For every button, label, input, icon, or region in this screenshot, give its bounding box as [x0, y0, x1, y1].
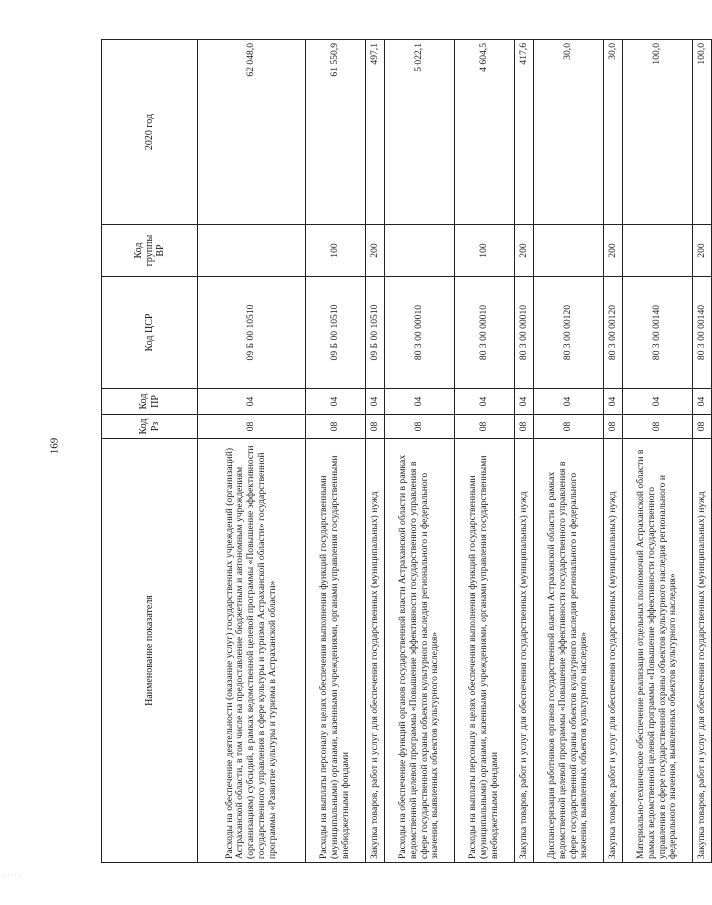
cell-csr: 80 3 00 00010: [385, 277, 455, 389]
table-row: [385, 40, 455, 863]
cell-amount: 100,0: [693, 40, 712, 225]
table-header-row: [102, 40, 198, 863]
cell-csr: 80 3 00 00010: [455, 277, 515, 389]
cell-pr: 04: [693, 389, 712, 415]
cell-rz: 08: [366, 415, 385, 439]
cell-rz: 08: [604, 415, 623, 439]
cell-pr: 04: [623, 389, 693, 415]
cell-rz: 08: [455, 415, 515, 439]
rotated-table-container: [101, 40, 707, 863]
cell-vr: 100: [306, 225, 366, 277]
cell-rz: 08: [198, 415, 306, 439]
cell-amount: 4 604,5: [455, 40, 515, 225]
cell-csr: 09 Б 00 10510: [306, 277, 366, 389]
cell-amount: 497,1: [366, 40, 385, 225]
cell-pr: 04: [515, 389, 534, 415]
table-row: [455, 40, 515, 863]
cell-rz: 08: [534, 415, 604, 439]
cell-vr: [623, 225, 693, 277]
cell-vr: 200: [604, 225, 623, 277]
cell-vr: 200: [366, 225, 385, 277]
cell-rz: 08: [623, 415, 693, 439]
cell-vr: [198, 225, 306, 277]
table-viewport: [101, 40, 707, 863]
header-rz: Код Рз: [102, 415, 198, 439]
cell-csr: 80 3 00 00010: [515, 277, 534, 389]
cell-pr: 04: [385, 389, 455, 415]
cell-csr: 09 Б 00 10510: [366, 277, 385, 389]
cell-vr: [534, 225, 604, 277]
cell-rz: 08: [306, 415, 366, 439]
budget-table: [101, 39, 712, 863]
cell-amount: 61 550,9: [306, 40, 366, 225]
cell-rz: 08: [385, 415, 455, 439]
header-vr: Код группы ВР: [102, 225, 198, 277]
cell-vr: 100: [455, 225, 515, 277]
cell-vr: 200: [693, 225, 712, 277]
cell-pr: 04: [455, 389, 515, 415]
table-row: [366, 40, 385, 863]
cell-pr: 04: [534, 389, 604, 415]
cell-amount: 417,6: [515, 40, 534, 225]
cell-amount: 30,0: [604, 40, 623, 225]
cell-amount: 62 048,0: [198, 40, 306, 225]
cell-rz: 08: [693, 415, 712, 439]
scan-artifact: ·····: [3, 872, 22, 879]
cell-csr: 80 3 00 00140: [693, 277, 712, 389]
cell-pr: 04: [366, 389, 385, 415]
cell-name: Расходы на выплаты персоналу в целях обеспечения выполнения функций государственными (муниципальными) органами, казенными учреждениями, органами управления государственными внебюджетными фондами: [455, 439, 515, 863]
table-row: [604, 40, 623, 863]
cell-name: Закупка товаров, работ и услуг для обеспечения государственных (муниципальных) нужд: [604, 439, 623, 863]
cell-vr: [385, 225, 455, 277]
cell-pr: 04: [604, 389, 623, 415]
header-year: 2020 год: [102, 40, 198, 225]
cell-amount: 5 022,1: [385, 40, 455, 225]
cell-amount: 100,0: [623, 40, 693, 225]
cell-pr: 04: [306, 389, 366, 415]
cell-rz: 08: [515, 415, 534, 439]
cell-amount: 30,0: [534, 40, 604, 225]
cell-vr: 200: [515, 225, 534, 277]
cell-name: Закупка товаров, работ и услуг для обеспечения государственных (муниципальных) нужд: [366, 439, 385, 863]
table-body: [198, 40, 712, 863]
header-pr: Код ПР: [102, 389, 198, 415]
cell-name: Закупка товаров, работ и услуг для обеспечения государственных (муниципальных) нужд: [693, 439, 712, 863]
cell-csr: 09 Б 00 10510: [198, 277, 306, 389]
cell-name: Материально-техническое обеспечение реализации отдельных полномочий Астраханской области в рамках ведомственной целевой программы «Повышение эффективности государственного управления в сфере государственной охраны объектов культурного наследия регионального и федерального значения, выявленных объектов культурного наследия»: [623, 439, 693, 863]
cell-name: Закупка товаров, работ и услуг для обеспечения государственных (муниципальных) нужд: [515, 439, 534, 863]
table-row: [515, 40, 534, 863]
cell-name: Расходы на обеспечение деятельности (оказание услуг) государственных учреждений (организаций) Астраханской области, в том числе на предоставление бюджетным и автономным учреждениям (организациям) субсидий, в рамках ведомственной целевой программы «Повышение эффективности государственного управления в сфере культуры и туризма Астраханской области» государственной программы «Развитие культуры и туризма в Астраханской области»: [198, 439, 306, 863]
cell-pr: 04: [198, 389, 306, 415]
table-row: [306, 40, 366, 863]
cell-name: Расходы на обеспечение функций органов государственной власти Астраханской области в рамках ведомственной целевой программы «Повышение эффективности государственного управления в сфере государственной охраны объектов культурного наследия регионального и федерального значения, выявленных объектов культурного наследия»: [385, 439, 455, 863]
header-name: Наименование показателя: [102, 439, 198, 863]
page-number: 169: [48, 437, 61, 455]
table-row: [534, 40, 604, 863]
cell-csr: 80 3 00 00140: [623, 277, 693, 389]
table-row: [623, 40, 693, 863]
cell-csr: 80 3 00 00120: [604, 277, 623, 389]
cell-name: Диспансеризация работников органов государственной власти Астраханской области в рамках ведомственной целевой программы «Повышение эффективности государственного управления в сфере государственной охраны объектов культурного наследия регионального и федерального значения, выявленных объектов культурного наследия»: [534, 439, 604, 863]
header-csr: Код ЦСР: [102, 277, 198, 389]
table-row: [693, 40, 712, 863]
cell-name: Расходы на выплаты персоналу в целях обеспечения выполнения функций государственными (муниципальными) органами, казенными учреждениями, органами управления государственными внебюджетными фондами: [306, 439, 366, 863]
table-row: [198, 40, 306, 863]
cell-csr: 80 3 00 00120: [534, 277, 604, 389]
